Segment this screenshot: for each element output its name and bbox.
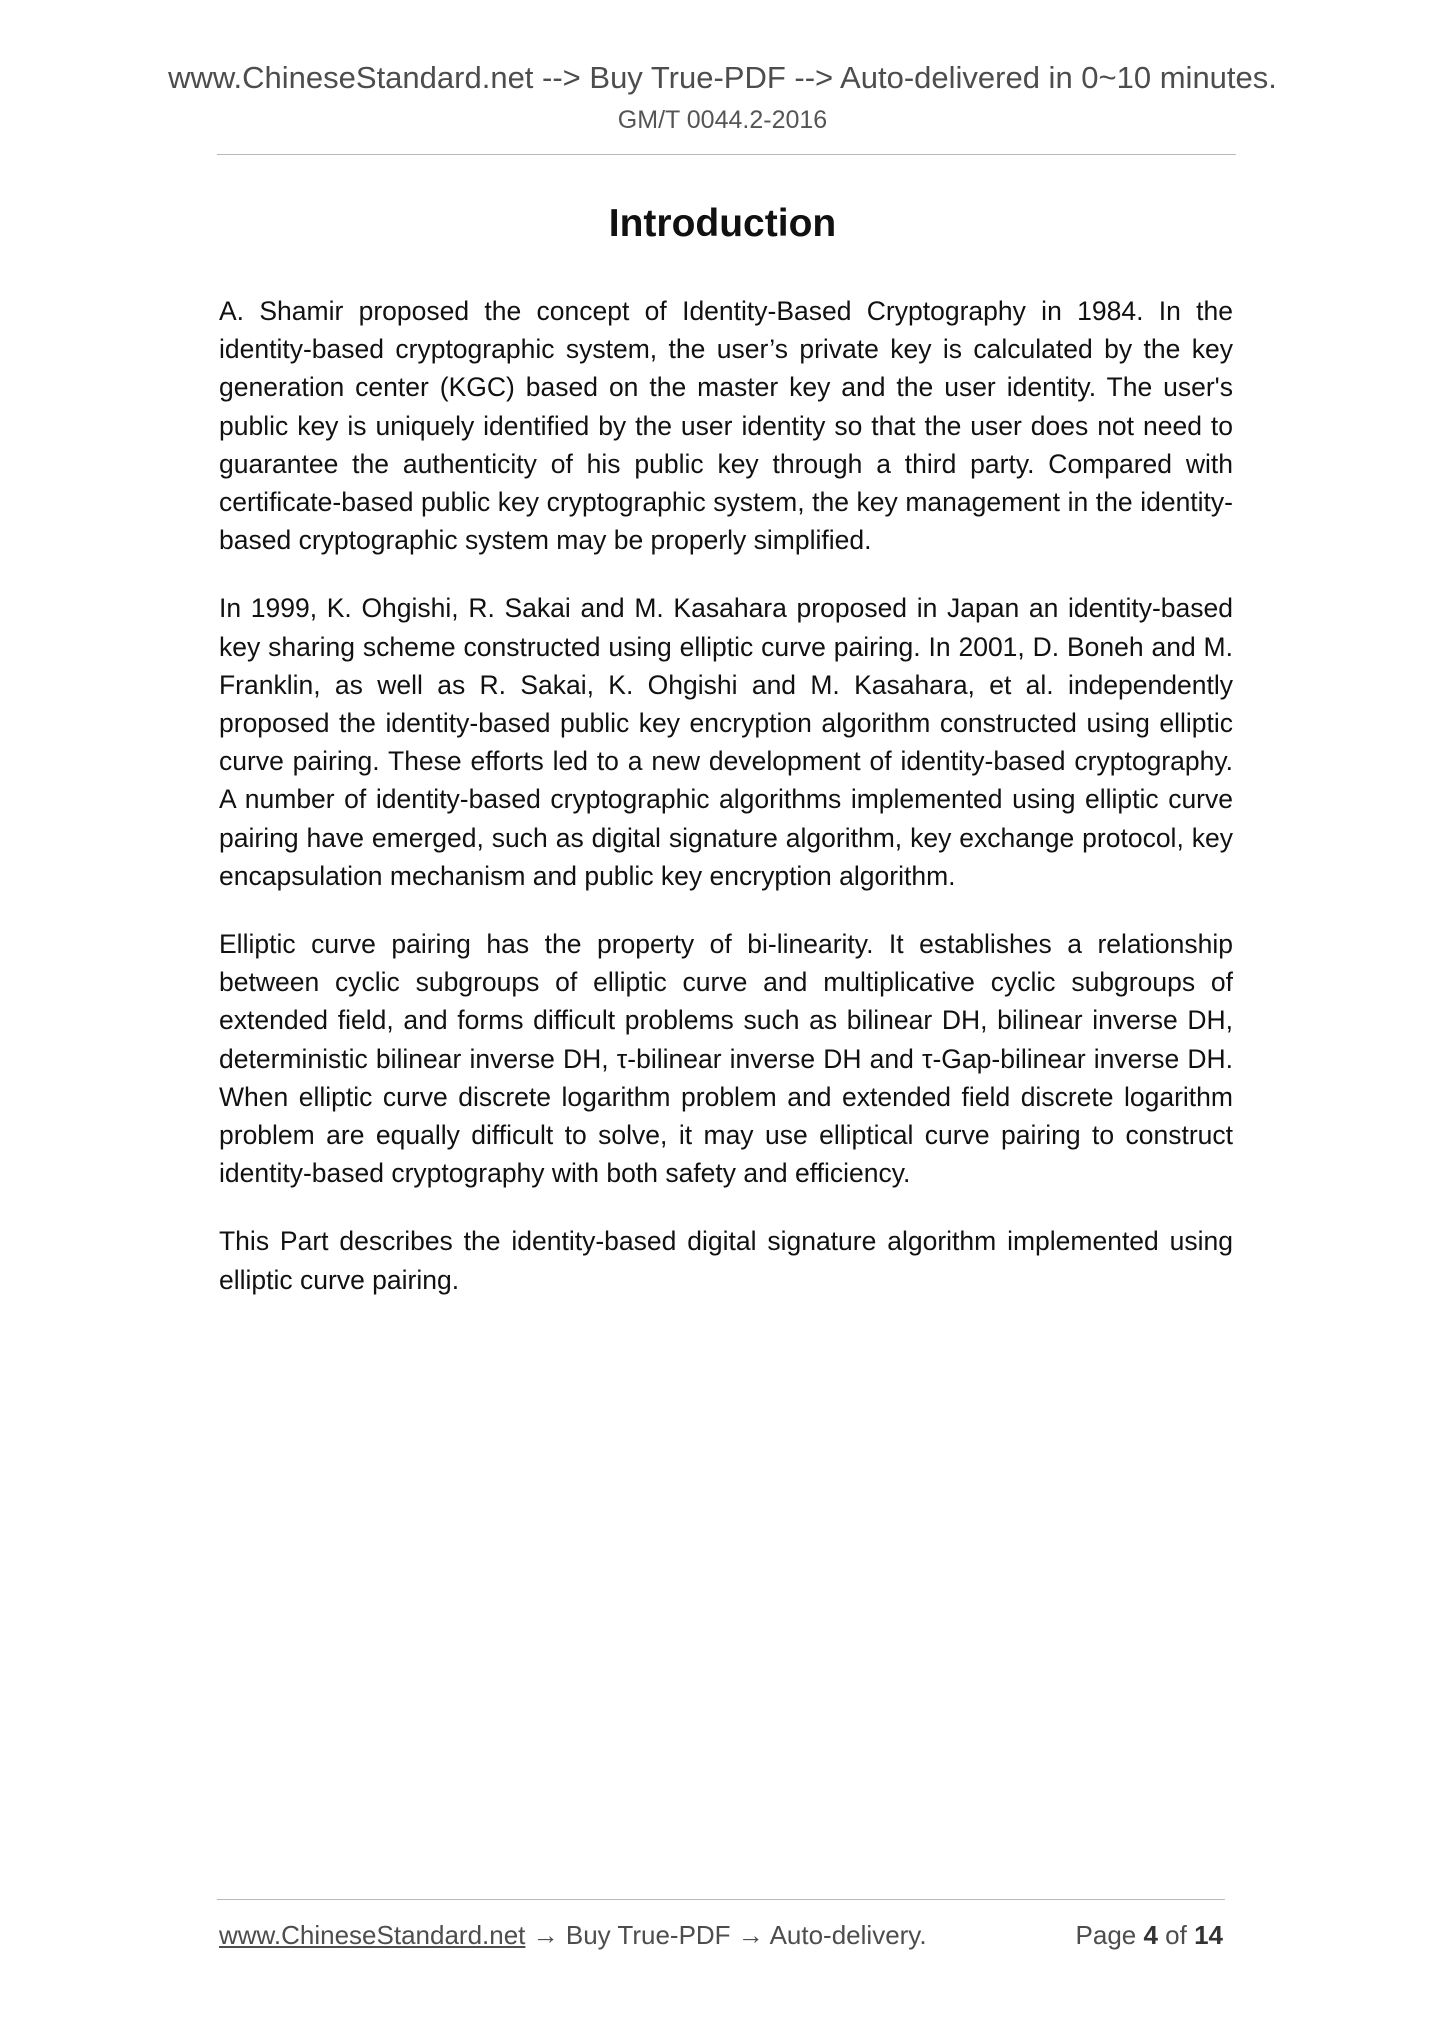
page-total: 14 [1194,1920,1223,1950]
page-current: 4 [1143,1920,1158,1950]
paragraph-3: Elliptic curve pairing has the property of bi-linearity. It establishes a relationship between cyclic subgroups of elliptic curve and multiplicative cyclic subgroups of extended field, and forms difficult problems such as bilinear DH, bilinear inverse DH, deterministic bilinear inverse DH, τ-bilinear inverse DH and τ-Gap-bilinear inverse DH. When elliptic curve discrete logarithm problem and extended field discrete logarithm problem are equally difficult to solve, it may use elliptical curve pairing to construct identity-based cryptography with both safety and efficiency. [219,929,1233,1189]
paragraph-1: A. Shamir proposed the concept of Identity-Based Cryptography in 1984. In the identity-based cryptographic system, the user’s private key is calculated by the key generation center (KGC) based on the master key and the user identity. The user's public key is uniquely identified by the user identity so that the user does not need to guarantee the authenticity of his public key through a third party. Compared with certificate-based public key cryptographic system, the key management in the identity-based cryptographic system may be properly simplified. [219,296,1233,556]
footer-divider [217,1899,1225,1900]
footer-promo [219,1918,927,1952]
standard-code: GM/T 0044.2-2016 [617,106,828,134]
paragraph-2: In 1999, K. Ohgishi, R. Sakai and M. Kasahara proposed in Japan an identity-based key sharing scheme constructed using elliptic curve pairing. In 2001, D. Boneh and M. Franklin, as well as R. Sakai, K. Ohgishi and M. Kasahara, et al. independently proposed the identity-based public key encryption algorithm constructed using elliptic curve pairing. These efforts led to a new development of identity-based cryptography. A number of identity-based cryptographic algorithms implemented using elliptic curve pairing have emerged, such as digital signature algorithm, key exchange protocol, key encapsulation mechanism and public key encryption algorithm. [219,593,1233,891]
page-prefix: Page [1075,1920,1144,1950]
page-of: of [1157,1920,1195,1950]
delivery-text: → Buy True-PDF → Auto-delivery. [525,1920,927,1950]
page-number [1076,1918,1223,1952]
paragraph-4: This Part describes the identity-based digital signature algorithm implemented using elliptic curve pairing. [219,1226,1233,1295]
body-text [219,292,1233,1329]
header-divider [217,154,1236,155]
site-banner: www.ChineseStandard.net --> Buy True-PDF --> Auto-delivered in 0~10 minutes. [168,60,1277,95]
page-title: Introduction [608,202,837,245]
site-link[interactable]: www.ChineseStandard.net [219,1920,526,1950]
